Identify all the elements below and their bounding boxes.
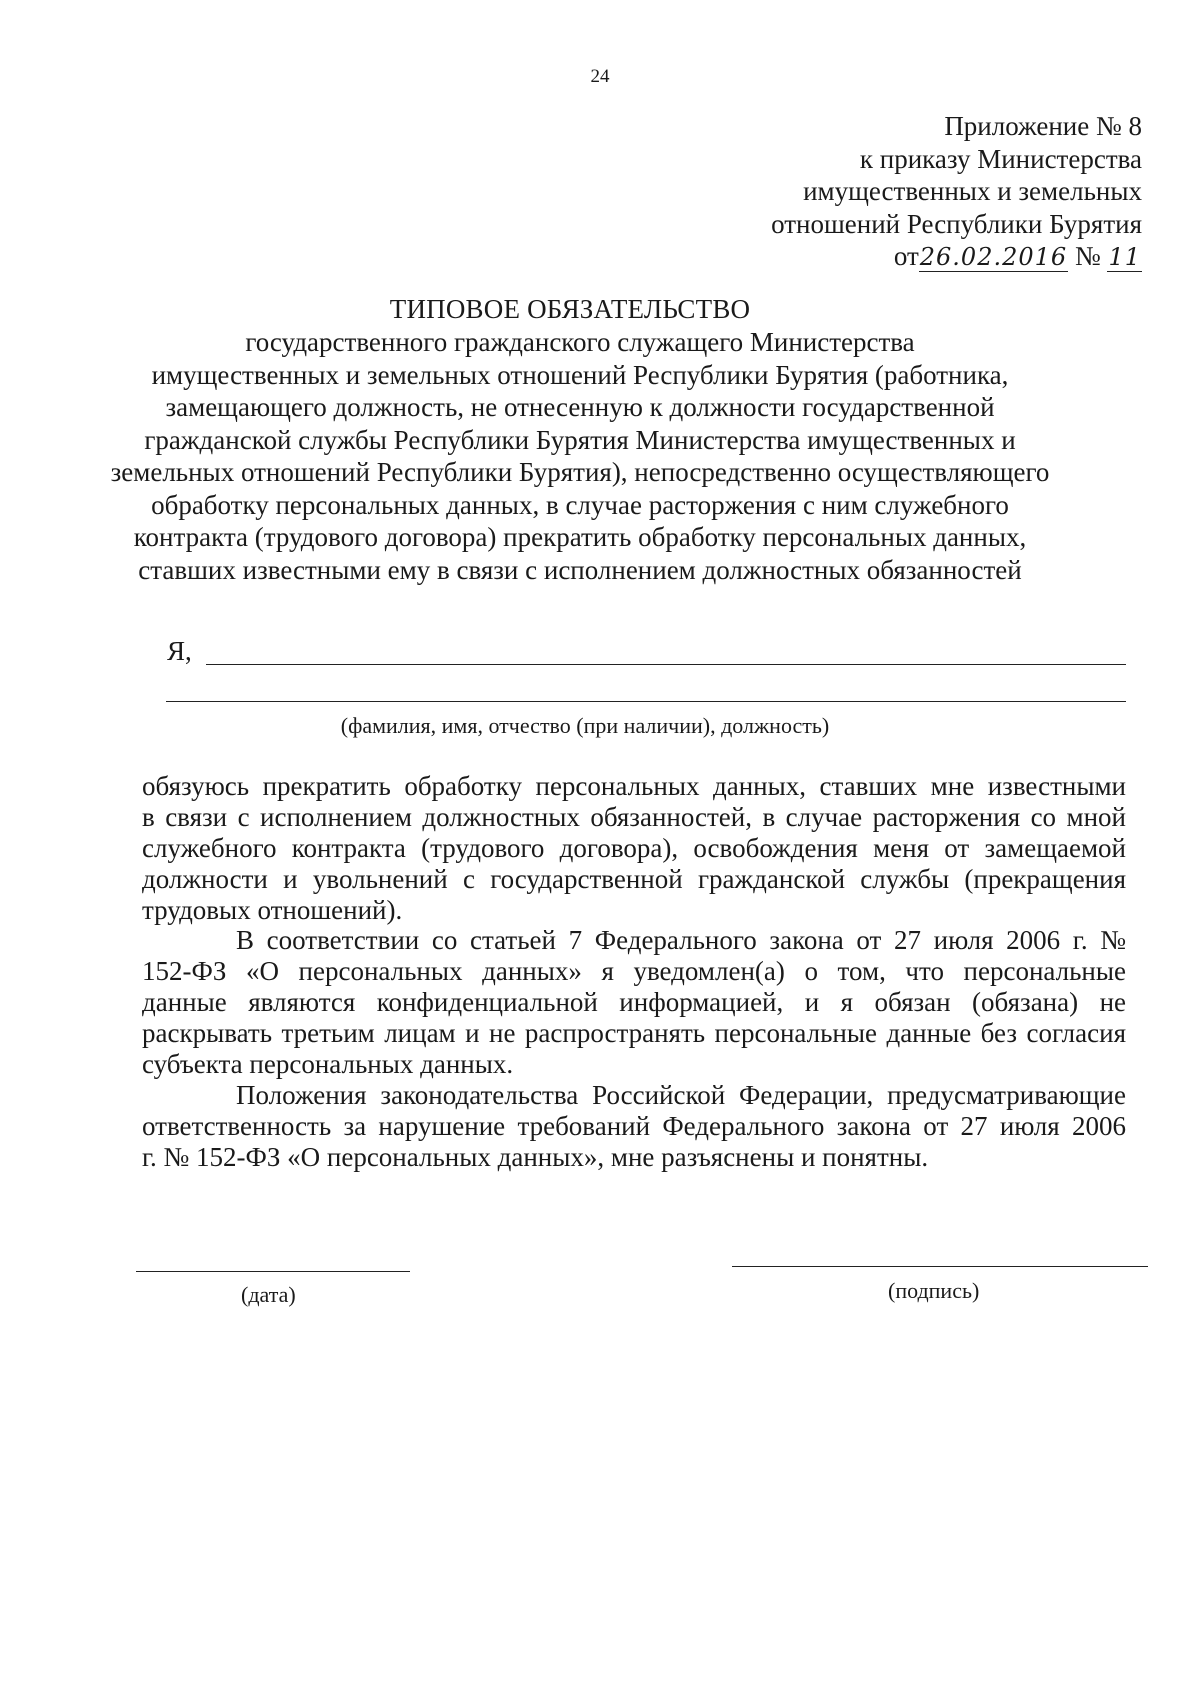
signature-blank-line[interactable] — [732, 1266, 1148, 1267]
subtitle-line: имущественных и земельных отношений Республики Бурятия (работника, — [151, 359, 1009, 390]
handwritten-number: 11 — [1108, 243, 1141, 271]
paragraph-1 — [142, 771, 1126, 926]
paragraph-line: трудовых отношений). — [142, 895, 403, 925]
handwritten-date: 26.02.2016 — [919, 243, 1068, 271]
subtitle-line: обработку персональных данных, в случае расторжения с ним служебного — [151, 489, 1009, 520]
appendix-line: к приказу Министерства — [859, 143, 1142, 174]
paragraph-line: служебного контракта (трудового договора), освобождения меня от замещаемой — [142, 833, 1126, 863]
paragraph-2 — [142, 925, 1126, 1080]
fio-blank-line-2[interactable] — [166, 701, 1126, 702]
paragraph-line: г. № 152-ФЗ «О персональных данных», мне разъяснены и понятны. — [142, 1142, 929, 1172]
appendix-line: отношений Республики Бурятия — [771, 208, 1142, 239]
date-prefix: от — [893, 241, 919, 271]
i-prefix: Я, — [167, 636, 192, 666]
fio-blank-line-1[interactable] — [206, 664, 1126, 665]
paragraph-line: обязуюсь прекратить обработку персональных данных, ставших мне известными — [142, 771, 1126, 801]
paragraph-line: 152-ФЗ «О персональных данных» я уведомлен(а) о том, что персональные — [142, 956, 1126, 986]
appendix-line: имущественных и земельных — [803, 176, 1142, 206]
subtitle-line: замещающего должность, не отнесенную к должности государственной — [165, 392, 995, 422]
order-date-number — [771, 240, 1142, 274]
paragraph-line: раскрывать третьим лицам и не распространять персональные данные без согласия — [142, 1018, 1126, 1048]
subtitle-line: гражданской службы Республики Бурятия Министерства имущественных и — [144, 424, 1016, 455]
paragraph-line: субъекта персональных данных. — [142, 1049, 514, 1079]
subtitle-line: земельных отношений Республики Бурятия), непосредственно осуществляющего — [110, 457, 1050, 487]
number-prefix: № — [1074, 241, 1101, 271]
subtitle-line: государственного гражданского служащего Министерства — [245, 327, 915, 357]
paragraph-line: данные являются конфиденциальной информацией, и я обязан (обязана) не — [142, 987, 1126, 1017]
document-title: ТИПОВОЕ ОБЯЗАТЕЛЬСТВО — [389, 294, 751, 324]
subtitle-line: ставших известными ему в связи с исполнением должностных обязанностей — [138, 554, 1022, 585]
date-label: (дата) — [241, 1282, 296, 1307]
paragraph-line: В соответствии со статьей 7 Федерального закона от 27 июля 2006 г. № — [236, 925, 1126, 955]
paragraph-line: ответственность за нарушение требований Федерального закона от 27 июля 2006 — [142, 1111, 1126, 1141]
subtitle-line: контракта (трудового договора) прекратить обработку персональных данных, — [133, 522, 1027, 552]
fio-caption: (фамилия, имя, отчество (при наличии), должность) — [340, 713, 830, 738]
appendix-header — [771, 110, 1142, 274]
signature-label: (подпись) — [888, 1278, 980, 1303]
appendix-line: Приложение № 8 — [944, 111, 1142, 141]
document-subtitle — [0, 326, 1160, 586]
paragraph-line: должности и увольнений с государственной гражданской службы (прекращения — [142, 864, 1126, 894]
paragraph-line: Положения законодательства Российской Федерации, предусматривающие — [236, 1080, 1126, 1110]
page-number: 24 — [590, 66, 610, 87]
paragraph-3 — [142, 1080, 1126, 1173]
paragraph-line: в связи с исполнением должностных обязанностей, в случае расторжения со мной — [142, 802, 1126, 832]
date-blank-line[interactable] — [136, 1271, 410, 1272]
